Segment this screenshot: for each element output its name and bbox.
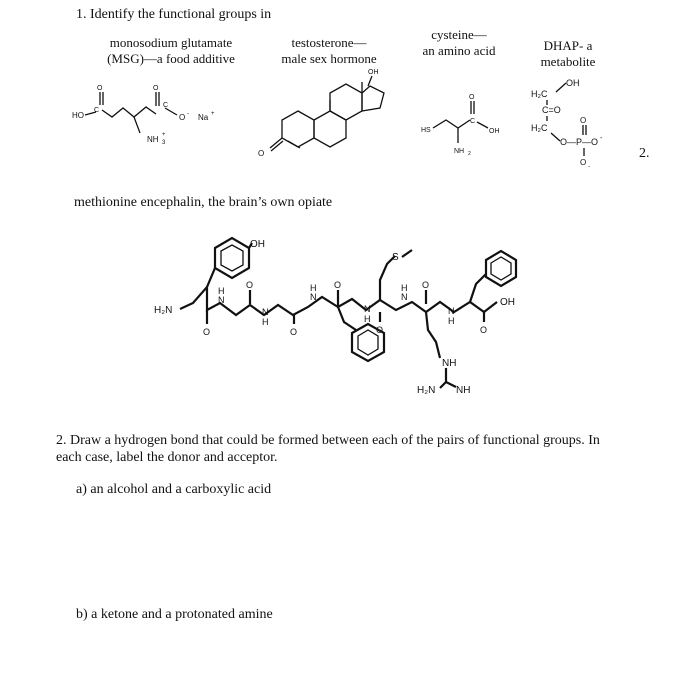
msg-label-line-1: monosodium glutamate bbox=[109, 35, 233, 50]
enk-o-label-4: O bbox=[480, 325, 488, 335]
testosterone-label-line-2: male sex hormone bbox=[281, 51, 377, 66]
cysteine-label-line-2: an amino acid bbox=[422, 43, 496, 58]
msg-label-line-2: (MSG)—a food additive bbox=[107, 51, 235, 66]
dhap-structure bbox=[531, 78, 603, 170]
svg-text:-: - bbox=[600, 135, 603, 142]
msg-o-minus-label: O bbox=[179, 113, 186, 122]
dhap-c-o-label: C=O bbox=[542, 105, 561, 115]
svg-text:+: + bbox=[162, 132, 166, 138]
enk-oh-end-label: OH bbox=[500, 297, 515, 308]
testosterone-label-line-1: testosterone— bbox=[291, 35, 367, 50]
svg-text:-: - bbox=[187, 111, 189, 117]
enk-o-label-5: O bbox=[246, 280, 254, 290]
enk-o-label-3: O bbox=[376, 325, 384, 335]
enk-h2n-label: H₂N bbox=[154, 305, 173, 316]
dhap-oh-label: OH bbox=[566, 78, 580, 88]
msg-c-label-2: C bbox=[163, 102, 169, 109]
question-1-title: 1. Identify the functional groups in bbox=[76, 7, 272, 22]
svg-text:+: + bbox=[211, 111, 215, 117]
svg-text:3: 3 bbox=[162, 140, 166, 146]
testosterone-oh-label: OH bbox=[368, 69, 379, 76]
cysteine-oh-label: OH bbox=[489, 128, 500, 135]
enk-nh-guan-label: NH bbox=[456, 385, 471, 396]
svg-text:2: 2 bbox=[468, 151, 471, 157]
enk-n-label-1: N bbox=[218, 295, 225, 305]
dhap-h2c-bot-label: H₂C bbox=[531, 123, 548, 133]
enk-n-label-2: N bbox=[262, 307, 269, 317]
enkephalin-label: methionine encephalin, the brain’s own opiate bbox=[74, 195, 333, 210]
question-2-intro-line-1: 2. Draw a hydrogen bond that could be formed between each of the pairs of functional groups. In bbox=[56, 433, 600, 448]
enkephalin-structure bbox=[154, 238, 516, 396]
svg-text:-: - bbox=[588, 164, 590, 170]
msg-nh3-label: NH bbox=[147, 135, 159, 144]
enk-h-label-4: H bbox=[364, 314, 371, 324]
msg-o-label-1: O bbox=[97, 85, 103, 92]
msg-ho-label: HO bbox=[72, 111, 84, 120]
enk-h2n-guan-label: H₂N bbox=[417, 385, 436, 396]
enk-h-label-1: H bbox=[218, 286, 225, 296]
cysteine-hs-label: HS bbox=[421, 127, 431, 134]
enk-h-label-3: H bbox=[310, 283, 317, 293]
dhap-label-line-2: metabolite bbox=[540, 54, 596, 69]
msg-structure bbox=[72, 85, 215, 146]
testosterone-structure bbox=[258, 69, 384, 158]
dhap-o-top-label: O bbox=[580, 116, 587, 125]
enk-nh-label: NH bbox=[442, 358, 457, 369]
question-2-part-a: a) an alcohol and a carboxylic acid bbox=[76, 482, 272, 497]
question-2-intro-line-2: each case, label the donor and acceptor. bbox=[56, 450, 278, 465]
testosterone-o-label: O bbox=[258, 149, 265, 158]
cysteine-c-label: C bbox=[470, 118, 476, 125]
page-marker: 2. bbox=[639, 146, 650, 161]
enk-o-label-1: O bbox=[203, 327, 211, 337]
enk-o-label-6: O bbox=[334, 280, 342, 290]
msg-c-label-1: C bbox=[94, 107, 100, 114]
enk-n-label-3: N bbox=[310, 292, 317, 302]
question-2-part-b: b) a ketone and a protonated amine bbox=[76, 607, 273, 622]
enk-oh-tyr-label: OH bbox=[250, 239, 265, 250]
dhap-o-bot-label: O bbox=[580, 158, 587, 167]
enk-h-label-2: H bbox=[262, 317, 269, 327]
dhap-h2c-top-label: H₂C bbox=[531, 89, 548, 99]
enk-n-label-6: N bbox=[448, 306, 455, 316]
msg-na-label: Na bbox=[198, 113, 209, 122]
dhap-o-p-o-label: O—P—O bbox=[560, 137, 599, 147]
enk-h-label-6: H bbox=[448, 316, 455, 326]
enk-o-label-2: O bbox=[290, 327, 298, 337]
cysteine-o-label: O bbox=[469, 94, 475, 101]
msg-o-label-2: O bbox=[153, 85, 159, 92]
enk-h-label-5: H bbox=[401, 283, 408, 293]
enk-n-label-4: N bbox=[364, 304, 371, 314]
dhap-label-line-1: DHAP- a bbox=[543, 38, 593, 53]
cysteine-nh2-label: NH bbox=[454, 148, 465, 155]
enk-o-label-7: O bbox=[422, 280, 430, 290]
enk-s-label: S bbox=[392, 252, 399, 263]
enk-n-label-5: N bbox=[401, 292, 408, 302]
cysteine-structure bbox=[421, 94, 500, 157]
cysteine-label-line-1: cysteine— bbox=[431, 27, 487, 42]
